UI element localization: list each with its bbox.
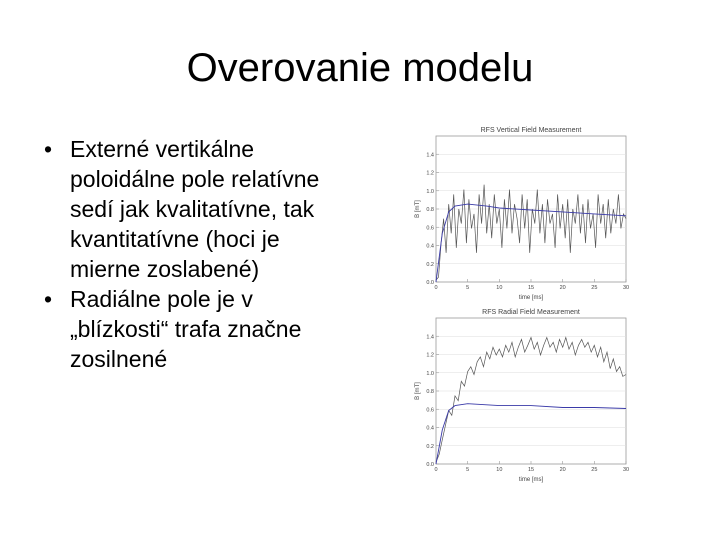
slide-title: Overovanie modelu — [186, 46, 534, 90]
y-tick-label: 0.8 — [426, 207, 434, 213]
y-tick-label: 0.6 — [426, 225, 434, 232]
y-tick-label: 1.0 — [426, 188, 434, 195]
y-axis-label: B [mT] — [415, 382, 421, 400]
bullet-marker: • — [44, 136, 53, 162]
series-line-model — [436, 204, 626, 282]
x-tick-label: 30 — [622, 467, 630, 473]
y-tick-label: 0.0 — [426, 462, 434, 468]
y-tick-label: 1.2 — [426, 170, 434, 177]
x-tick-label: 0 — [434, 285, 438, 291]
y-axis-label: B [mT] — [415, 200, 421, 218]
bullet-marker: • — [44, 286, 53, 312]
x-tick-label: 20 — [559, 467, 566, 473]
y-tick-label: 1.4 — [426, 334, 434, 341]
y-tick-label: 0.6 — [426, 407, 434, 414]
x-tick-label: 5 — [466, 285, 470, 291]
plot-title: RFS Vertical Field Measurement — [480, 127, 582, 134]
x-axis-label: time [ms] — [518, 295, 544, 301]
x-tick-label: 0 — [434, 467, 438, 473]
x-tick-label: 5 — [466, 467, 470, 473]
series-line-measured — [436, 185, 626, 280]
y-tick-label: 1.4 — [426, 152, 434, 159]
bullet-item — [44, 134, 344, 284]
plot-title: RFS Radial Field Measurement — [482, 309, 580, 316]
radial-field-plot — [412, 306, 634, 484]
bullet-text: Radiálne pole je v „blízkosti“ trafa značne zosilnené — [70, 286, 302, 372]
x-tick-label: 20 — [559, 285, 566, 291]
x-tick-label: 15 — [527, 285, 535, 291]
x-tick-label: 25 — [591, 285, 598, 291]
x-tick-label: 10 — [496, 467, 503, 473]
vertical-field-chart — [412, 124, 634, 302]
y-tick-label: 1.2 — [426, 352, 434, 359]
y-tick-label: 1.0 — [426, 370, 434, 377]
x-tick-label: 25 — [591, 467, 598, 473]
y-tick-label: 0.8 — [426, 389, 434, 395]
vertical-field-plot — [412, 124, 634, 302]
y-tick-label: 0.2 — [426, 261, 434, 268]
y-tick-label: 0.4 — [426, 425, 434, 432]
x-axis-label: time [ms] — [518, 477, 544, 483]
y-tick-label: 0.4 — [426, 243, 434, 250]
bullet-item — [44, 284, 344, 374]
series-line-model — [436, 404, 626, 464]
y-tick-label: 0.2 — [426, 443, 434, 450]
x-tick-label: 15 — [527, 467, 535, 473]
x-tick-label: 10 — [496, 285, 503, 291]
y-tick-label: 0.0 — [426, 280, 434, 286]
bullet-text: Externé vertikálne poloidálne pole relatívne sedí jak kvalitatívne, tak kvantitatívne (hoci je mierne zoslabené) — [70, 136, 320, 282]
series-line-measured — [436, 338, 626, 463]
radial-field-chart — [412, 306, 634, 484]
x-tick-label: 30 — [622, 285, 630, 291]
bullet-list — [44, 134, 344, 374]
